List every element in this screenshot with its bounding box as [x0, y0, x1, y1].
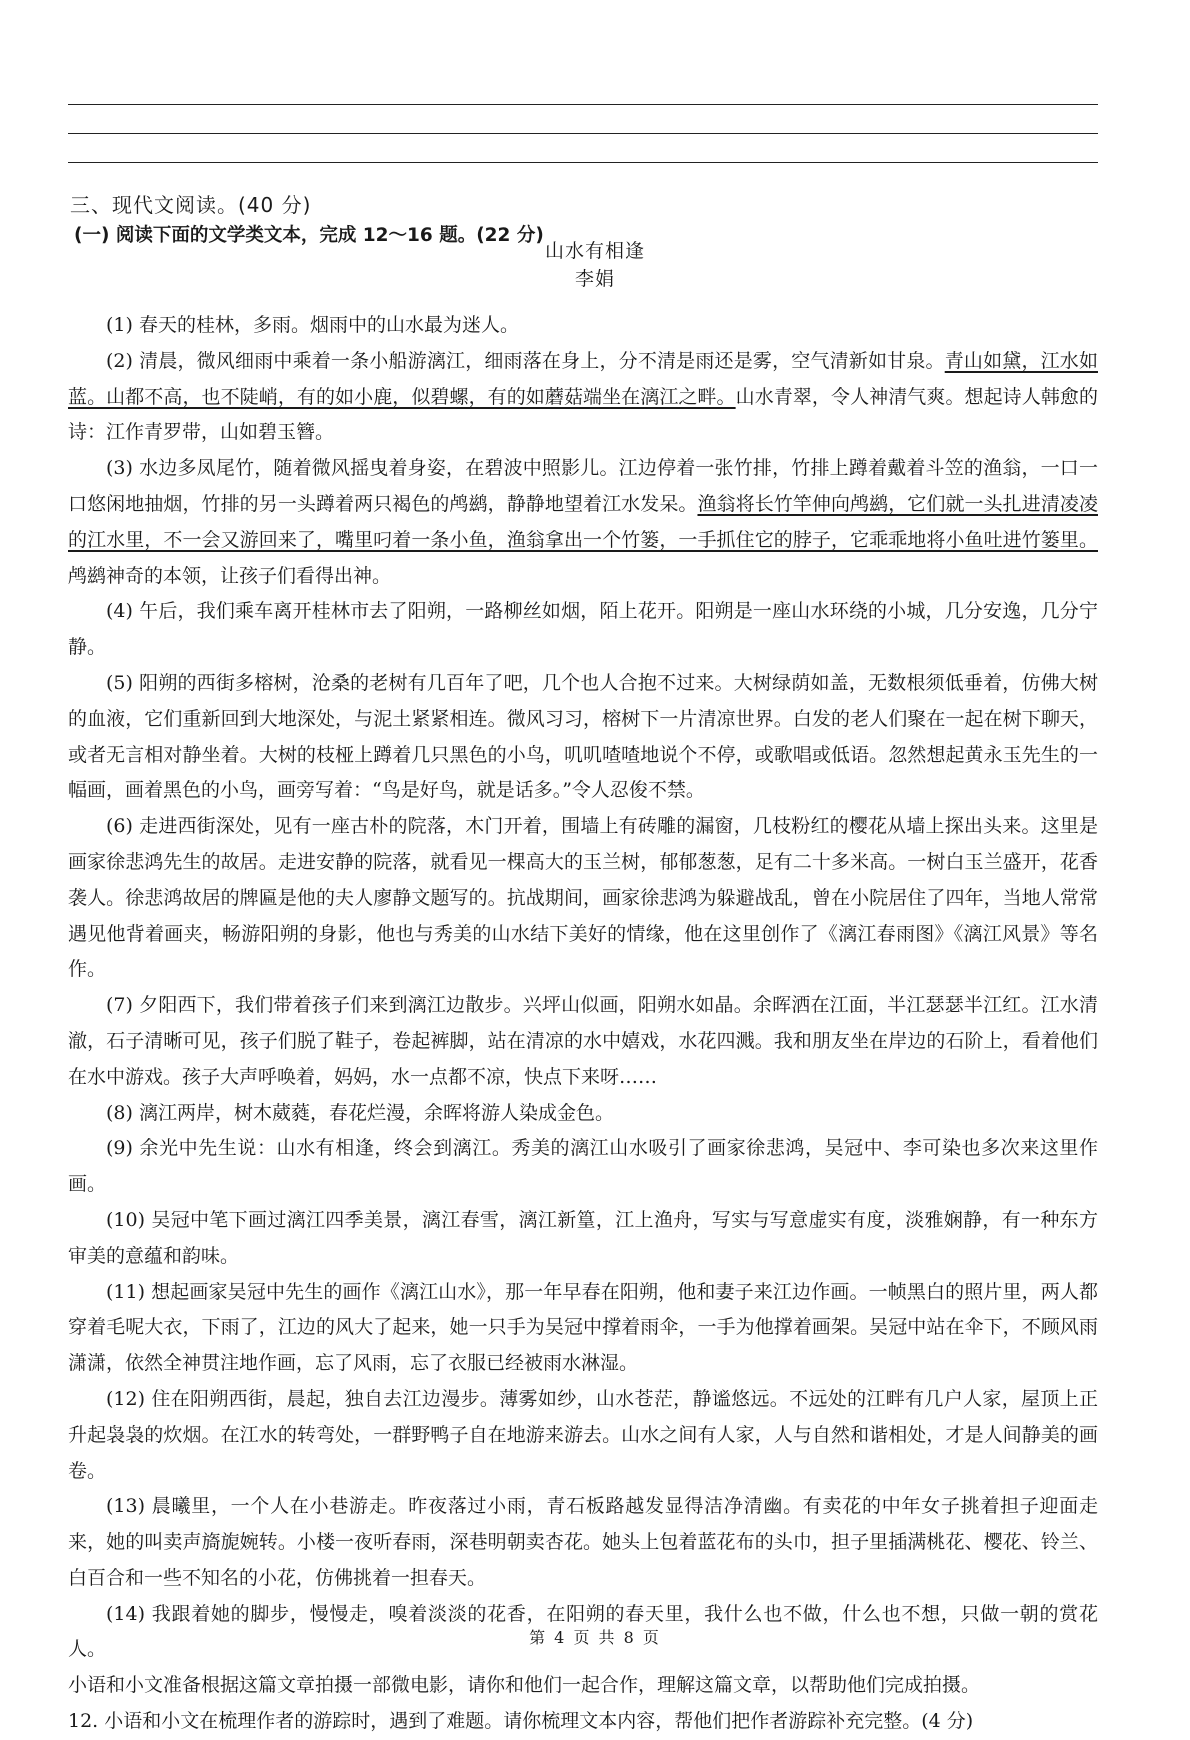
question-12: 12. 小语和小文在梳理作者的游踪时，遇到了难题。请你梳理文本内容，帮他们把作者游踪补充完整。(4 分): [68, 1710, 974, 1733]
article-paragraph: [68, 1275, 1098, 1382]
paragraph-text: (14) 我跟着她的脚步，慢慢走，嗅着淡淡的花香，在阳朔的春天里，我什么也不做，什么也不想，只做一朝的赏花人。: [68, 1602, 1098, 1661]
paragraph-text: (3) 水边多凤尾竹，随着微风摇曳着身姿，在碧波中照影儿。江边停着一张竹排，竹排上蹲着戴着斗笠的渔翁，一口一口悠闲地抽烟，竹排的另一头蹲着两只褐色的鸬鹚，静静地望着江水发呆。: [68, 457, 1098, 515]
article-paragraph: [68, 451, 1098, 594]
article-paragraph: [68, 1489, 1098, 1596]
paragraph-text: 山水青翠，令人神清气爽。想起诗人韩愈的诗：江作青罗带，山如碧玉簪。: [68, 385, 1098, 444]
article-title: 山水有相逢: [544, 240, 645, 262]
paragraph-text: (10) 吴冠中笔下画过漓江四季美景，漓江春雪，漓江新篁，江上渔舟，写实与写意虚实有度，淡雅娴静，有一种东方审美的意蕴和韵味。: [68, 1208, 1098, 1267]
article-paragraph: [68, 988, 1098, 1095]
article-body: [68, 308, 1098, 1740]
paragraph-list: [68, 308, 1098, 1668]
paragraph-text: (5) 阳朔的西街多榕树，沧桑的老树有几百年了吧，几个也人合抱不过来。大树绿荫如盖，无数根须低垂着，仿佛大树的血液，它们重新回到大地深处，与泥土紧紧相连。微风习习，榕树下一片清凉世界。白发的老人们聚在一起在树下聊天，或者无言相对静坐着。大树的枝桠上蹲着几只黑色的小鸟，叽叽喳喳地说个不停，或歌唱或低语。忽然想起黄永玉先生的一幅画，画着黑色的小鸟，画旁写着：“鸟是好鸟，就是话多。”令人忍俊不禁。: [68, 671, 1098, 802]
paragraph-text: 鸬鹚神奇的本领，让孩子们看得出神。: [68, 564, 392, 587]
paragraph-text: (12) 住在阳朔西街，晨起，独自去江边漫步。薄雾如纱，山水苍茫，静谧悠远。不远处的江畔有几户人家，屋顶上正升起袅袅的炊烟。在江水的转弯处，一群野鸭子自在地游来游去。山水之间有人家，人与自然和谐相处，才是人间静美的画卷。: [68, 1387, 1098, 1482]
paragraph-text: (2) 清晨，微风细雨中乘着一条小船游漓江，细雨落在身上，分不清是雨还是雾，空气清新如甘泉。: [106, 349, 945, 372]
paragraph-text: (4) 午后，我们乘车离开桂林市去了阳朔，一路柳丝如烟，陌上花开。阳朔是一座山水环绕的小城，几分安逸，几分宁静。: [68, 600, 1098, 659]
article-paragraph: [68, 1096, 1098, 1132]
paragraph-text: (1) 春天的桂林，多雨。烟雨中的山水最为迷人。: [106, 314, 519, 336]
paragraph-text: (13) 晨曦里，一个人在小巷游走。昨夜落过小雨，青石板路越发显得洁净清幽。有卖花的中年女子挑着担子迎面走来，她的叫卖声旖旎婉转。小楼一夜听春雨，深巷明朝卖杏花。她头上包着蓝花布的头巾，担子里插满桃花、樱花、铃兰、白百合和一些不知名的小花，仿佛挑着一担春天。: [68, 1495, 1098, 1589]
article-paragraph: [68, 666, 1098, 809]
answer-line-3: [68, 162, 1098, 163]
article-paragraph: [68, 1382, 1098, 1489]
article-paragraph: [68, 809, 1098, 988]
underlined-sentence: 青山如黛，江水如蓝。山都不高，也不陡峭，有的如小鹿，似碧螺，有的如蘑菇端坐在漓江之畔。: [68, 349, 1098, 408]
page-number: 第 4 页 共 8 页: [529, 1628, 661, 1647]
underlined-sentence: 渔翁将长竹竿伸向鸬鹚，它们就一头扎进清凌凌的江水里，不一会又游回来了，嘴里叼着一条小鱼，渔翁拿出一个竹篓，一手抓住它的脖子，它乖乖地将小鱼吐进竹篓里。: [68, 492, 1098, 551]
paragraph-text: (8) 漓江两岸，树木葳蕤，春花烂漫，余晖将游人染成金色。: [106, 1101, 614, 1124]
questions-intro: 小语和小文准备根据这篇文章拍摄一部微电影，请你和他们一起合作，理解这篇文章，以帮助他们完成拍摄。: [68, 1674, 981, 1697]
paragraph-text: (6) 走进西街深处，见有一座古朴的院落，木门开着，围墙上有砖雕的漏窗，几枝粉红的樱花从墙上探出头来。这里是画家徐悲鸿先生的故居。走进安静的院落，就看见一棵高大的玉兰树，郁郁葱葱，足有二十多米高。一树白玉兰盛开，花香袭人。徐悲鸿故居的牌匾是他的夫人廖静文题写的。抗战期间，画家徐悲鸿为躲避战乱，曾在小院居住了四年，当地人常常遇见他背着画夹，畅游阳朔的身影，他也与秀美的山水结下美好的情缘，他在这里创作了《漓江春雨图》《漓江风景》等名作。: [68, 815, 1098, 981]
paragraph-text: (11) 想起画家吴冠中先生的画作《漓江山水》，那一年早春在阳朔，他和妻子来江边作画。一帧黑白的照片里，两人都穿着毛呢大衣，下雨了，江边的风大了起来，她一只手为吴冠中撑着雨伞，一手为他撑着画架。吴冠中站在伞下，不顾风雨潇潇，依然全神贯注地作画，忘了风雨，忘了衣服已经被雨水淋湿。: [68, 1280, 1098, 1375]
sub-section-title: (一) 阅读下面的文学类文本，完成 12～16 题。(22 分): [74, 225, 544, 246]
article-paragraph: [68, 308, 1098, 344]
answer-line-1: [68, 104, 1098, 105]
paragraph-text: (7) 夕阳西下，我们带着孩子们来到漓江边散步。兴坪山似画，阳朔水如晶。余晖洒在江面，半江瑟瑟半江红。江水清澈，石子清晰可见，孩子们脱了鞋子，卷起裤脚，站在清凉的水中嬉戏，水花四溅。我和朋友坐在岸边的石阶上，看着他们在水中游戏。孩子大声呼唤着，妈妈，水一点都不凉，快点下来呀……: [68, 994, 1098, 1088]
answer-line-2: [68, 133, 1098, 134]
paragraph-text: (9) 余光中先生说：山水有相逢，终会到漓江。秀美的漓江山水吸引了画家徐悲鸿，吴冠中、李可染也多次来这里作画。: [68, 1137, 1098, 1196]
article-paragraph: [68, 594, 1098, 666]
article-paragraph: [68, 344, 1098, 451]
section-title: 三、现代文阅读。(40 分): [70, 193, 312, 217]
article-paragraph: [68, 1131, 1098, 1203]
article-paragraph: [68, 1203, 1098, 1275]
article-author: 李娟: [574, 268, 615, 290]
